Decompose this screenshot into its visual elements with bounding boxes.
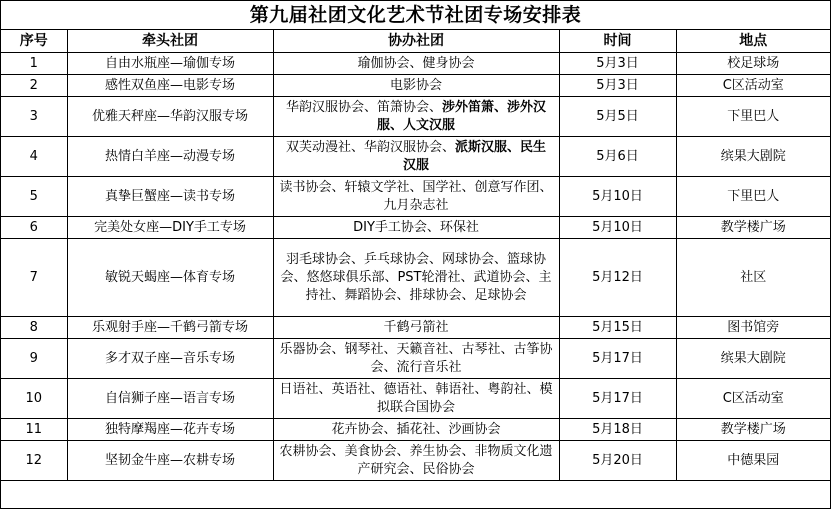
- cell-co: [273, 339, 559, 379]
- cell-no: 10: [1, 379, 67, 419]
- cell-no: 3: [1, 97, 67, 137]
- cell-no: 8: [1, 317, 67, 339]
- table-row: [1, 379, 830, 419]
- cell-co-text: 读书协会、轩辕文学社、国学社、创意写作团、九月杂志社: [279, 179, 553, 213]
- cell-co-text: 千鹤弓箭社: [383, 319, 449, 335]
- cell-lead: 真挚巨蟹座—读书专场: [67, 177, 273, 217]
- cell-time: 5月3日: [559, 53, 676, 75]
- cell-place: 图书馆旁: [676, 317, 830, 339]
- table-row: [1, 339, 830, 379]
- cell-no: 1: [1, 53, 67, 75]
- cell-lead: 坚韧金牛座—农耕专场: [67, 441, 273, 481]
- cell-time: 5月6日: [559, 137, 676, 177]
- cell-lead: 热情白羊座—动漫专场: [67, 137, 273, 177]
- schedule-table: [1, 30, 830, 481]
- cell-no: 2: [1, 75, 67, 97]
- cell-no: 11: [1, 419, 67, 441]
- cell-time: 5月10日: [559, 177, 676, 217]
- table-row: [1, 97, 830, 137]
- table-row: [1, 317, 830, 339]
- table-title: 第九届社团文化艺术节社团专场安排表: [1, 1, 830, 30]
- cell-co: [273, 75, 559, 97]
- cell-lead: 完美处女座—DIY手工专场: [67, 217, 273, 239]
- cell-co: [273, 239, 559, 317]
- cell-time: 5月5日: [559, 97, 676, 137]
- table-row: [1, 419, 830, 441]
- cell-co: [273, 177, 559, 217]
- cell-co: [273, 137, 559, 177]
- cell-place: 校足球场: [676, 53, 830, 75]
- cell-co: [273, 379, 559, 419]
- header-place: 地点: [676, 30, 830, 53]
- cell-time: 5月18日: [559, 419, 676, 441]
- header-no: 序号: [1, 30, 67, 53]
- cell-no: 12: [1, 441, 67, 481]
- table-row: [1, 177, 830, 217]
- cell-place: 教学楼广场: [676, 217, 830, 239]
- cell-co: [273, 53, 559, 75]
- cell-lead: 感性双鱼座—电影专场: [67, 75, 273, 97]
- header-co: 协办社团: [273, 30, 559, 53]
- cell-co: [273, 217, 559, 239]
- cell-co-bold: 派斯汉服、民生汉服: [402, 139, 547, 173]
- cell-co-text: DIY手工协会、环保社: [353, 219, 479, 235]
- cell-co-text: 瑜伽协会、健身协会: [357, 55, 475, 71]
- cell-lead: 敏锐天蝎座—体育专场: [67, 239, 273, 317]
- cell-co-bold: 涉外笛箫、涉外汉服、人文汉服: [376, 99, 547, 133]
- cell-co-text: 双芙动漫社、华韵汉服协会、: [285, 139, 455, 155]
- cell-co-text: 花卉协会、插花社、沙画协会: [331, 421, 501, 437]
- cell-time: 5月17日: [559, 339, 676, 379]
- cell-place: 缤果大剧院: [676, 137, 830, 177]
- cell-co-text: 日语社、英语社、德语社、韩语社、粤韵社、模拟联合国协会: [279, 381, 553, 415]
- header-lead: 牵头社团: [67, 30, 273, 53]
- cell-place: 下里巴人: [676, 97, 830, 137]
- cell-place: C区活动室: [676, 379, 830, 419]
- cell-co-text: 乐器协会、钢琴社、天籁音社、古琴社、古筝协会、流行音乐社: [279, 341, 553, 375]
- cell-time: 5月17日: [559, 379, 676, 419]
- cell-co: [273, 441, 559, 481]
- cell-lead: 独特摩羯座—花卉专场: [67, 419, 273, 441]
- cell-time: 5月15日: [559, 317, 676, 339]
- cell-place: 中德果园: [676, 441, 830, 481]
- cell-co: [273, 317, 559, 339]
- cell-place: 社区: [676, 239, 830, 317]
- table-row: [1, 75, 830, 97]
- cell-no: 5: [1, 177, 67, 217]
- cell-no: 9: [1, 339, 67, 379]
- cell-no: 4: [1, 137, 67, 177]
- table-row: [1, 217, 830, 239]
- cell-lead: 优雅天秤座—华韵汉服专场: [67, 97, 273, 137]
- cell-place: C区活动室: [676, 75, 830, 97]
- cell-place: 缤果大剧院: [676, 339, 830, 379]
- cell-co: [273, 419, 559, 441]
- cell-lead: 自信狮子座—语言专场: [67, 379, 273, 419]
- cell-place: 教学楼广场: [676, 419, 830, 441]
- table-row: [1, 137, 830, 177]
- cell-no: 7: [1, 239, 67, 317]
- header-time: 时间: [559, 30, 676, 53]
- cell-time: 5月20日: [559, 441, 676, 481]
- table-row: [1, 239, 830, 317]
- cell-no: 6: [1, 217, 67, 239]
- cell-co-text: 电影协会: [389, 77, 442, 93]
- cell-place: 下里巴人: [676, 177, 830, 217]
- cell-lead: 乐观射手座—千鹤弓箭专场: [67, 317, 273, 339]
- cell-co-text: 华韵汉服协会、笛箫协会、: [285, 99, 442, 115]
- cell-co-text: 羽毛球协会、乒乓球协会、网球协会、篮球协会、悠悠球俱乐部、PST轮滑社、武道协会、主持社、舞蹈协会、排球协会、足球协会: [280, 251, 552, 303]
- header-row: [1, 30, 830, 53]
- cell-co: [273, 97, 559, 137]
- cell-time: 5月10日: [559, 217, 676, 239]
- table-row: [1, 53, 830, 75]
- table-row: [1, 441, 830, 481]
- cell-lead: 自由水瓶座—瑜伽专场: [67, 53, 273, 75]
- cell-co-text: 农耕协会、美食协会、养生协会、非物质文化遗产研究会、民俗协会: [279, 443, 553, 477]
- cell-lead: 多才双子座—音乐专场: [67, 339, 273, 379]
- cell-time: 5月12日: [559, 239, 676, 317]
- cell-time: 5月3日: [559, 75, 676, 97]
